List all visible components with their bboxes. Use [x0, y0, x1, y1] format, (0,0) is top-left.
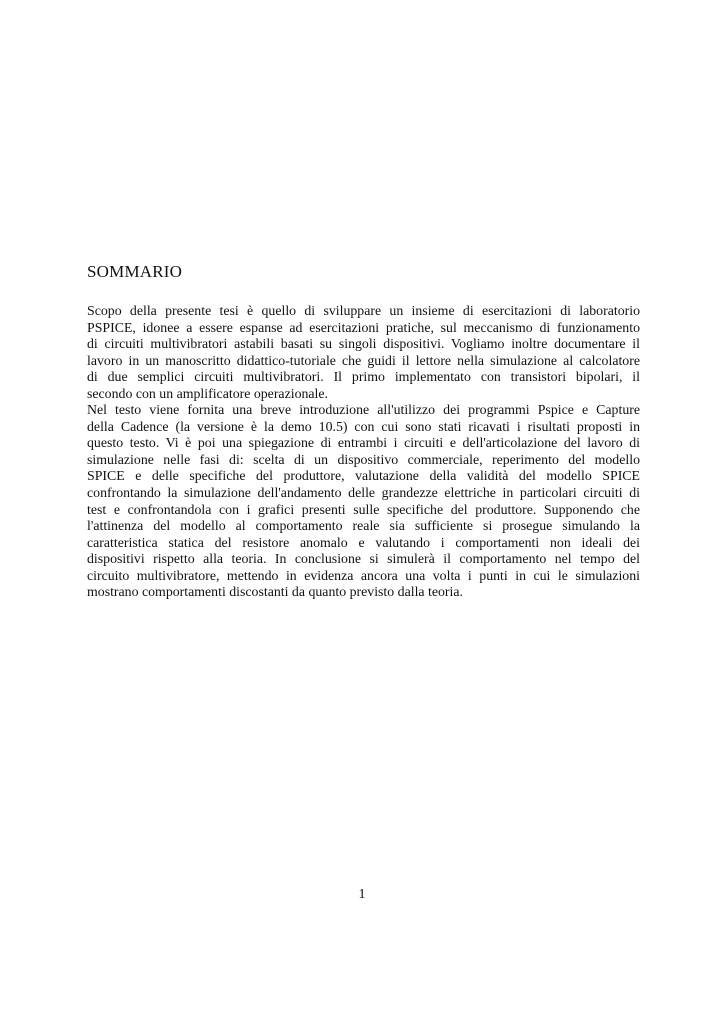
text-line: dispositivi rispetto alla teoria. In conclusione si simulerà il comportamento nel tempo del [87, 551, 640, 567]
text-line: l'attinenza del modello al comportamento reale sia sufficiente si prosegue simulando la [87, 518, 640, 534]
text-line: di due semplici circuiti multivibratori. Il primo implementato con transistori bipolari, il [87, 369, 640, 385]
text-line: caratteristica statica del resistore anomalo e valutando i comportamenti non ideali dei [87, 534, 640, 550]
page-number: 1 [358, 887, 366, 902]
text-line: Scopo della presente tesi è quello di sviluppare un insieme di esercitazioni di laboratorio [87, 303, 640, 318]
text-line: della Cadence (la versione è la demo 10.5) con cui sono stati ricavati i risultati proposti in [87, 418, 640, 434]
text-line: mostrano comportamenti discostanti da quanto previsto dalla teoria. [87, 584, 463, 600]
text-line: simulazione nelle fasi di: scelta di un dispositivo commerciale, reperimento del modello [87, 451, 640, 467]
text-line: di circuiti multivibratori astabili basati su singoli dispositivi. Vogliamo inoltre documentare il [87, 336, 640, 352]
text-line: PSPICE, idonee a essere espanse ad esercitazioni pratiche, sul meccanismo di funzionamento [87, 319, 640, 335]
text-line: secondo con un amplificatore operazionale. [87, 385, 329, 401]
text-line: SPICE e delle specifiche del produttore, valutazione della validità del modello SPICE [87, 468, 640, 484]
text-line: test e confrontandola con i grafici presenti sulle specifiche del produttore. Supponendo che [87, 501, 640, 517]
text-line: lavoro in un manoscritto didattico-tutoriale che guidi il lettore nella simulazione al calcolatore [87, 352, 640, 368]
text-line: questo testo. Vi è poi una spiegazione di entrambi i circuiti e dell'articolazione del lavoro di [87, 435, 640, 451]
paragraph-2 [87, 402, 640, 601]
abstract-body [87, 303, 640, 601]
paragraph-1 [87, 303, 640, 402]
text-line: Nel testo viene fornita una breve introduzione all'utilizzo dei programmi Pspice e Capture [87, 402, 640, 418]
text-line: confrontando la simulazione dell'andamento delle grandezze elettriche in particolari circuiti di [87, 485, 640, 501]
text-line: circuito multivibratore, mettendo in evidenza ancora una volta i punti in cui le simulazioni [87, 567, 640, 583]
section-heading: SOMMARIO [87, 262, 183, 281]
